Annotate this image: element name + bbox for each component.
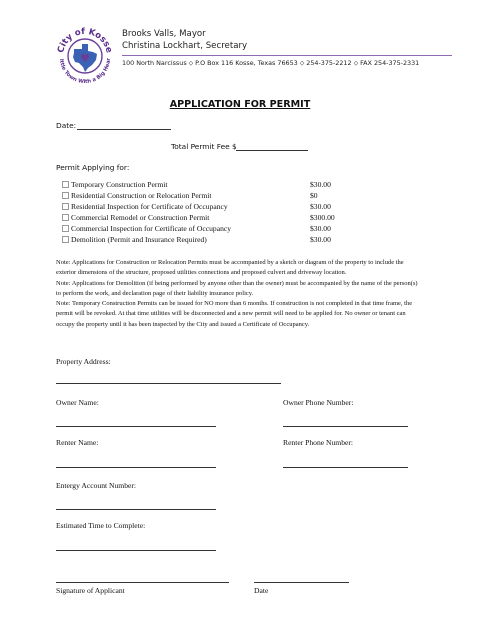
- estimated-time-field[interactable]: [56, 550, 216, 551]
- renter-phone-field[interactable]: [283, 467, 408, 468]
- signature-date-label: Date: [254, 586, 269, 595]
- entergy-account-field[interactable]: [56, 509, 216, 510]
- checkbox-icon[interactable]: [62, 236, 69, 243]
- seal-text-top: City of Kosse: [56, 26, 114, 55]
- permit-option[interactable]: [62, 191, 372, 202]
- permit-name: Commercial Inspection for Certificate of Occupancy: [71, 224, 232, 233]
- checkbox-icon[interactable]: [62, 181, 69, 188]
- permit-name: Commercial Remodel or Construction Permit: [71, 213, 210, 222]
- estimated-time-label: Estimated Time to Complete:: [56, 521, 146, 530]
- permit-name: Residential Construction or Relocation Permit: [71, 191, 212, 200]
- checkbox-icon[interactable]: [62, 225, 69, 232]
- seal-text-bottom: ittle Town With a Big Hear: [58, 57, 113, 86]
- signature-field[interactable]: [56, 582, 229, 583]
- mayor-name: Brooks Valls, Mayor: [122, 29, 206, 39]
- permit-price: $30.00: [310, 224, 331, 233]
- permit-price: $30.00: [310, 180, 331, 189]
- permit-name: Demolition (Permit and Insurance Required): [71, 235, 207, 244]
- city-address: 100 North Narcissus ⬦ P.O Box 116 Kosse, Texas 76653 ⬦ 254-375-2212 ⬦ FAX 254-375-2331: [122, 59, 420, 67]
- permit-option[interactable]: [62, 224, 372, 235]
- signature-date-field[interactable]: [254, 582, 349, 583]
- permit-notes: [56, 258, 424, 330]
- date-field[interactable]: [77, 121, 171, 130]
- total-fee-label: Total Permit Fee $: [171, 142, 237, 151]
- note-paragraph: Note: Temporary Construction Permits can be issued for NO more than 6 months. If construction is not completed in that time frame, the permit will be revoked. At that time utilities will be disconnected and a new permit will need to be applied for. No owner or tenant can occupy the property until it has been inspected by the City and issued a Certificate of Occupancy.: [56, 300, 413, 328]
- city-logo: [52, 22, 118, 88]
- renter-phone-label: Renter Phone Number:: [283, 438, 354, 447]
- permit-price: $0: [310, 191, 318, 200]
- permit-name: Residential Inspection for Certificate of Occupancy: [71, 202, 228, 211]
- permit-option[interactable]: [62, 202, 372, 213]
- secretary-name: Christina Lockhart, Secretary: [122, 41, 248, 51]
- city-seal-icon: [52, 22, 118, 88]
- checkbox-icon[interactable]: [62, 203, 69, 210]
- renter-name-field[interactable]: [56, 467, 216, 468]
- permit-option[interactable]: [62, 235, 372, 246]
- owner-phone-label: Owner Phone Number:: [283, 398, 354, 407]
- permit-name: Temporary Construction Permit: [71, 180, 168, 189]
- renter-name-label: Renter Name:: [56, 438, 99, 447]
- permit-option[interactable]: [62, 213, 372, 224]
- owner-name-label: Owner Name:: [56, 398, 99, 407]
- note-paragraph: Note: Applications for Demolition (if being performed by anyone other than the owner) must be accompanied by the name of the person(s) to perform the work, and declaration page of their liability insurance policy.: [56, 279, 418, 297]
- property-address-label: Property Address:: [56, 357, 111, 366]
- permit-price: $30.00: [310, 235, 331, 244]
- header-divider: [122, 55, 452, 56]
- owner-name-field[interactable]: [56, 426, 216, 427]
- form-title: APPLICATION FOR PERMIT: [169, 99, 311, 110]
- checkbox-icon[interactable]: [62, 214, 69, 221]
- note-paragraph: Note: Applications for Construction or Relocation Permits must be accompanied by a sketch or diagram of the property to include the exterior dimensions of the structure, proposed utilities connections and proposed culvert and driveway location.: [56, 259, 404, 277]
- date-label: Date:: [56, 121, 77, 130]
- permit-option[interactable]: [62, 180, 372, 191]
- permit-price: $30.00: [310, 202, 331, 211]
- entergy-account-label: Entergy Account Number:: [56, 481, 136, 490]
- checkbox-icon[interactable]: [62, 192, 69, 199]
- permit-applying-label: Permit Applying for:: [56, 163, 130, 172]
- permit-price: $300.00: [310, 213, 335, 222]
- owner-phone-field[interactable]: [283, 426, 408, 427]
- signature-label: Signature of Applicant: [56, 586, 125, 595]
- property-address-field[interactable]: [56, 383, 281, 384]
- total-fee-field[interactable]: [236, 142, 308, 151]
